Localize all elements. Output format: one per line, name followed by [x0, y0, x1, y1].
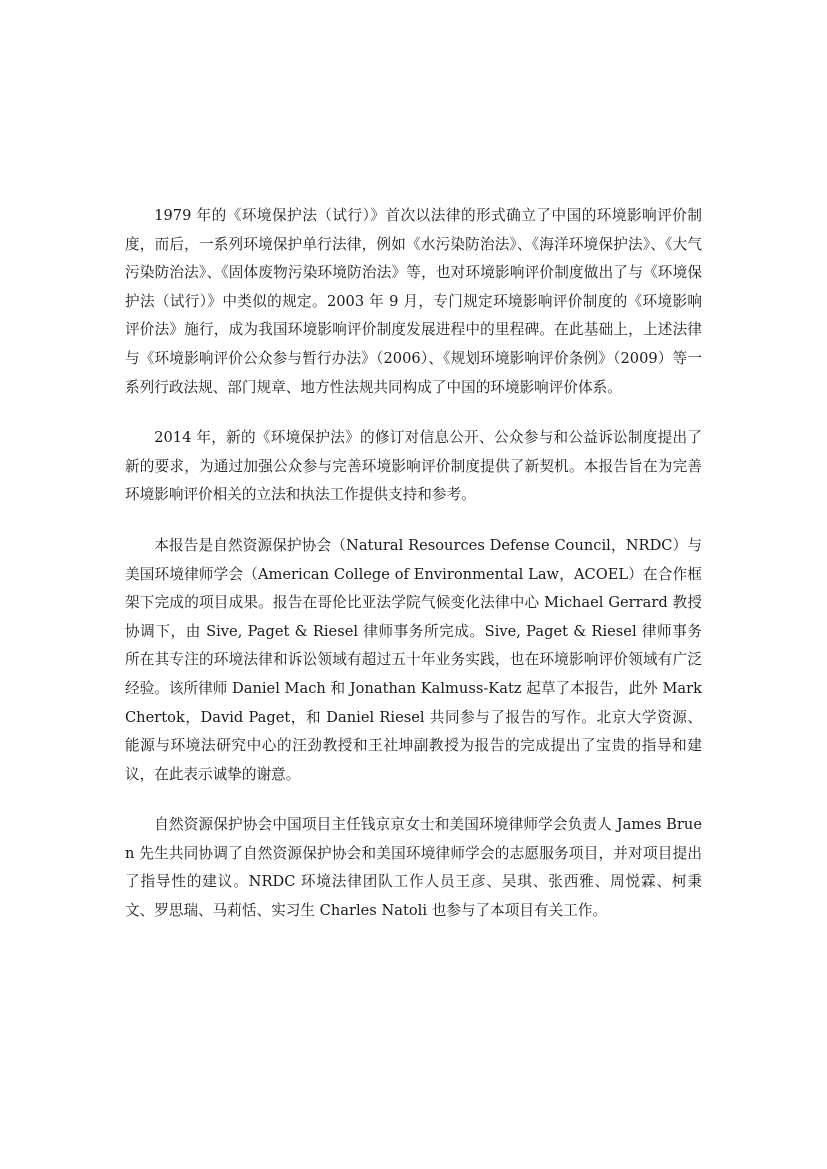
document-body	[125, 202, 702, 926]
paragraph-2014-revision: 2014 年，新的《环境保护法》的修订对信息公开、公众参与和公益诉讼制度提出了新的要求，为通过加强公众参与完善环境影响评价制度提供了新契机。本报告旨在为完善环境影响评价相关的立法和执法工作提供支持和参考。	[125, 429, 702, 504]
paragraph-acknowledgements: 自然资源保护协会中国项目主任钱京京女士和美国环境律师学会负责人 James Bruen 先生共同协调了自然资源保护协会和美国环境律师学会的志愿服务项目，并对项目提出了指导性的建议。NRDC 环境法律团队工作人员王彦、吴琪、张西雅、周悦霖、柯秉文、罗思瑞、马莉恬、实习生 Charles Natoli 也参与了本项目有关工作。	[125, 816, 702, 920]
paragraph-eia-history: 1979 年的《环境保护法（试行）》首次以法律的形式确立了中国的环境影响评价制度，而后，一系列环境保护单行法律，例如《水污染防治法》、《海洋环境保护法》、《大气污染防治法》、《固体废物污染环境防治法》等，也对环境影响评价制度做出了与《环境保护法（试行）》中类似的规定。2003 年 9 月，专门规定环境影响评价制度的《环境影响评价法》施行，成为我国环境影响评价制度发展进程中的里程碑。在此基础上，上述法律与《环境影响评价公众参与暂行办法》（2006）、《规划环境影响评价条例》（2009）等一系列行政法规、部门规章、地方性法规共同构成了中国的环境影响评价体系。	[125, 207, 702, 396]
paragraph-report-authors: 本报告是自然资源保护协会（Natural Resources Defense Council，NRDC）与美国环境律师学会（American College of Environmental Law，ACOEL）在合作框架下完成的项目成果。报告在哥伦比亚法学院气候变化法律中心 Michael Gerrard 教授协调下，由 Sive, Paget & Riesel 律师事务所完成。Sive, Paget & Riesel 律师事务所在其专注的环境法律和诉讼领域有超过五十年业务实践，也在环境影响评价领域有广泛经验。该所律师 Daniel Mach 和 Jonathan Kalmuss-Katz 起草了本报告，此外 Mark Chertok，David Paget，和 Daniel Riesel 共同参与了报告的写作。北京大学资源、能源与环境法研究中心的汪劲教授和王社坤副教授为报告的完成提出了宝贵的指导和建议，在此表示诚挚的谢意。	[125, 536, 702, 783]
